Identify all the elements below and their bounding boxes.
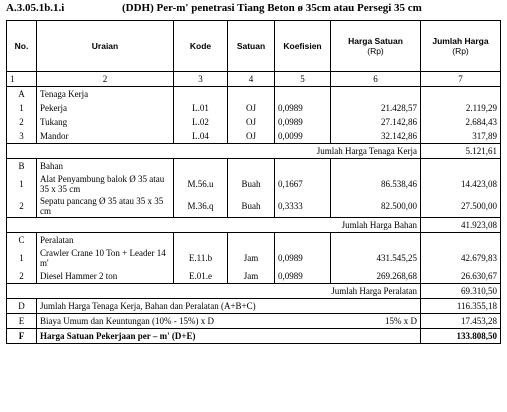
row-satuan: Buah xyxy=(228,173,275,195)
row-satuan: OJ xyxy=(228,115,275,129)
section-total-value: 41.923,08 xyxy=(421,218,501,233)
section-total-label: Jumlah Harga Tenaga Kerja xyxy=(7,144,421,159)
row-harga-satuan: 32.142,86 xyxy=(331,129,421,144)
row-uraian: Alat Penyambung balok Ø 35 atau 35 x 35 cm xyxy=(37,173,174,195)
row-jumlah: 42.679,83 xyxy=(421,247,501,269)
column-number: 6 xyxy=(331,72,421,87)
row-koefisien: 0,3333 xyxy=(275,195,331,218)
section-a-total-row xyxy=(7,144,501,159)
row-harga-satuan: 82.500,00 xyxy=(331,195,421,218)
row-satuan: Jam xyxy=(228,269,275,284)
document-title xyxy=(6,2,502,18)
row-satuan: Jam xyxy=(228,247,275,269)
row-no: 1 xyxy=(7,247,37,269)
unit-price-analysis-table xyxy=(6,20,501,344)
column-number: 4 xyxy=(228,72,275,87)
row-kode: L.01 xyxy=(174,101,228,115)
summary-label: Harga Satuan Pekerjaan per – m' (D+E) xyxy=(37,329,421,344)
summary-value: 116.355,18 xyxy=(421,299,501,314)
section-c-total-row xyxy=(7,284,501,299)
header-uraian: Uraian xyxy=(37,21,174,72)
summary-label: Jumlah Harga Tenaga Kerja, Bahan dan Peralatan (A+B+C) xyxy=(37,299,421,314)
row-kode: M.56.u xyxy=(174,173,228,195)
table-row xyxy=(7,195,501,218)
row-jumlah: 2.684,43 xyxy=(421,115,501,129)
row-jumlah: 2.119,29 xyxy=(421,101,501,115)
row-satuan: OJ xyxy=(228,101,275,115)
row-koefisien: 0,0989 xyxy=(275,269,331,284)
row-jumlah: 14.423,08 xyxy=(421,173,501,195)
header-harga-satuan-label: Harga Satuan xyxy=(348,36,403,46)
header-jumlah-harga-unit: (Rp) xyxy=(452,46,469,56)
row-koefisien: 0,0099 xyxy=(275,129,331,144)
section-title: Peralatan xyxy=(37,233,174,248)
section-letter: A xyxy=(7,87,37,102)
summary-letter: D xyxy=(7,299,37,314)
row-koefisien: 0,0989 xyxy=(275,115,331,129)
summary-letter: F xyxy=(7,329,37,344)
column-number: 2 xyxy=(37,72,174,87)
row-kode: L.04 xyxy=(174,129,228,144)
header-no: No. xyxy=(7,21,37,72)
row-uraian: Mandor xyxy=(37,129,174,144)
row-kode: E.11.b xyxy=(174,247,228,269)
section-b-heading-row xyxy=(7,159,501,174)
row-jumlah: 26.630,67 xyxy=(421,269,501,284)
header-kode: Kode xyxy=(174,21,228,72)
section-total-value: 69.310,50 xyxy=(421,284,501,299)
row-no: 2 xyxy=(7,269,37,284)
header-koefisien: Koefisien xyxy=(275,21,331,72)
section-total-value: 5.121,61 xyxy=(421,144,501,159)
row-no: 3 xyxy=(7,129,37,144)
row-uraian: Crawler Crane 10 Ton + Leader 14 m' xyxy=(37,247,174,269)
row-e xyxy=(7,314,501,329)
section-letter: B xyxy=(7,159,37,174)
column-number: 5 xyxy=(275,72,331,87)
header-jumlah-harga-label: Jumlah Harga xyxy=(432,36,489,46)
section-c-heading-row xyxy=(7,233,501,248)
row-uraian: Tukang xyxy=(37,115,174,129)
row-harga-satuan: 86.538,46 xyxy=(331,173,421,195)
table-row xyxy=(7,269,501,284)
header-harga-satuan xyxy=(331,21,421,72)
summary-label: Biaya Umum dan Keuntungan (10% - 15%) x D xyxy=(37,314,331,329)
header-satuan: Satuan xyxy=(228,21,275,72)
row-no: 1 xyxy=(7,101,37,115)
summary-value: 133.808,50 xyxy=(421,329,501,344)
column-number: 7 xyxy=(421,72,501,87)
table-row xyxy=(7,173,501,195)
row-jumlah: 317,89 xyxy=(421,129,501,144)
row-harga-satuan: 21.428,57 xyxy=(331,101,421,115)
row-no: 2 xyxy=(7,115,37,129)
row-uraian: Pekerja xyxy=(37,101,174,115)
section-a-heading-row xyxy=(7,87,501,102)
summary-value: 17.453,28 xyxy=(421,314,501,329)
column-number: 1 xyxy=(7,72,37,87)
row-kode: E.01.e xyxy=(174,269,228,284)
analysis-description: (DDH) Per-m' penetrasi Tiang Beton ø 35cm atau Persegi 35 cm xyxy=(122,2,422,14)
section-letter: C xyxy=(7,233,37,248)
row-koefisien: 0,0989 xyxy=(275,101,331,115)
row-no: 2 xyxy=(7,195,37,218)
analysis-code: A.3.05.1b.1.i xyxy=(6,2,65,14)
row-uraian: Sepatu pancang Ø 35 atau 35 x 35 cm xyxy=(37,195,174,218)
summary-letter: E xyxy=(7,314,37,329)
table-row xyxy=(7,115,501,129)
row-d xyxy=(7,299,501,314)
summary-rate: 15% x D xyxy=(331,314,421,329)
section-b-total-row xyxy=(7,218,501,233)
column-number-row xyxy=(7,72,501,87)
table-row xyxy=(7,101,501,115)
row-jumlah: 27.500,00 xyxy=(421,195,501,218)
table-row xyxy=(7,247,501,269)
row-harga-satuan: 27.142,86 xyxy=(331,115,421,129)
row-f xyxy=(7,329,501,344)
row-kode: L.02 xyxy=(174,115,228,129)
section-title: Bahan xyxy=(37,159,174,174)
section-total-label: Jumlah Harga Bahan xyxy=(7,218,421,233)
row-no: 1 xyxy=(7,173,37,195)
header-row xyxy=(7,21,501,72)
table-row xyxy=(7,129,501,144)
row-satuan: Buah xyxy=(228,195,275,218)
row-harga-satuan: 431.545,25 xyxy=(331,247,421,269)
row-satuan: OJ xyxy=(228,129,275,144)
row-kode: M.36.q xyxy=(174,195,228,218)
header-harga-satuan-unit: (Rp) xyxy=(367,46,384,56)
section-total-label: Jumlah Harga Peralatan xyxy=(7,284,421,299)
row-uraian: Diesel Hammer 2 ton xyxy=(37,269,174,284)
header-jumlah-harga xyxy=(421,21,501,72)
row-koefisien: 0,1667 xyxy=(275,173,331,195)
row-harga-satuan: 269.268,68 xyxy=(331,269,421,284)
column-number: 3 xyxy=(174,72,228,87)
section-title: Tenaga Kerja xyxy=(37,87,174,102)
row-koefisien: 0,0989 xyxy=(275,247,331,269)
